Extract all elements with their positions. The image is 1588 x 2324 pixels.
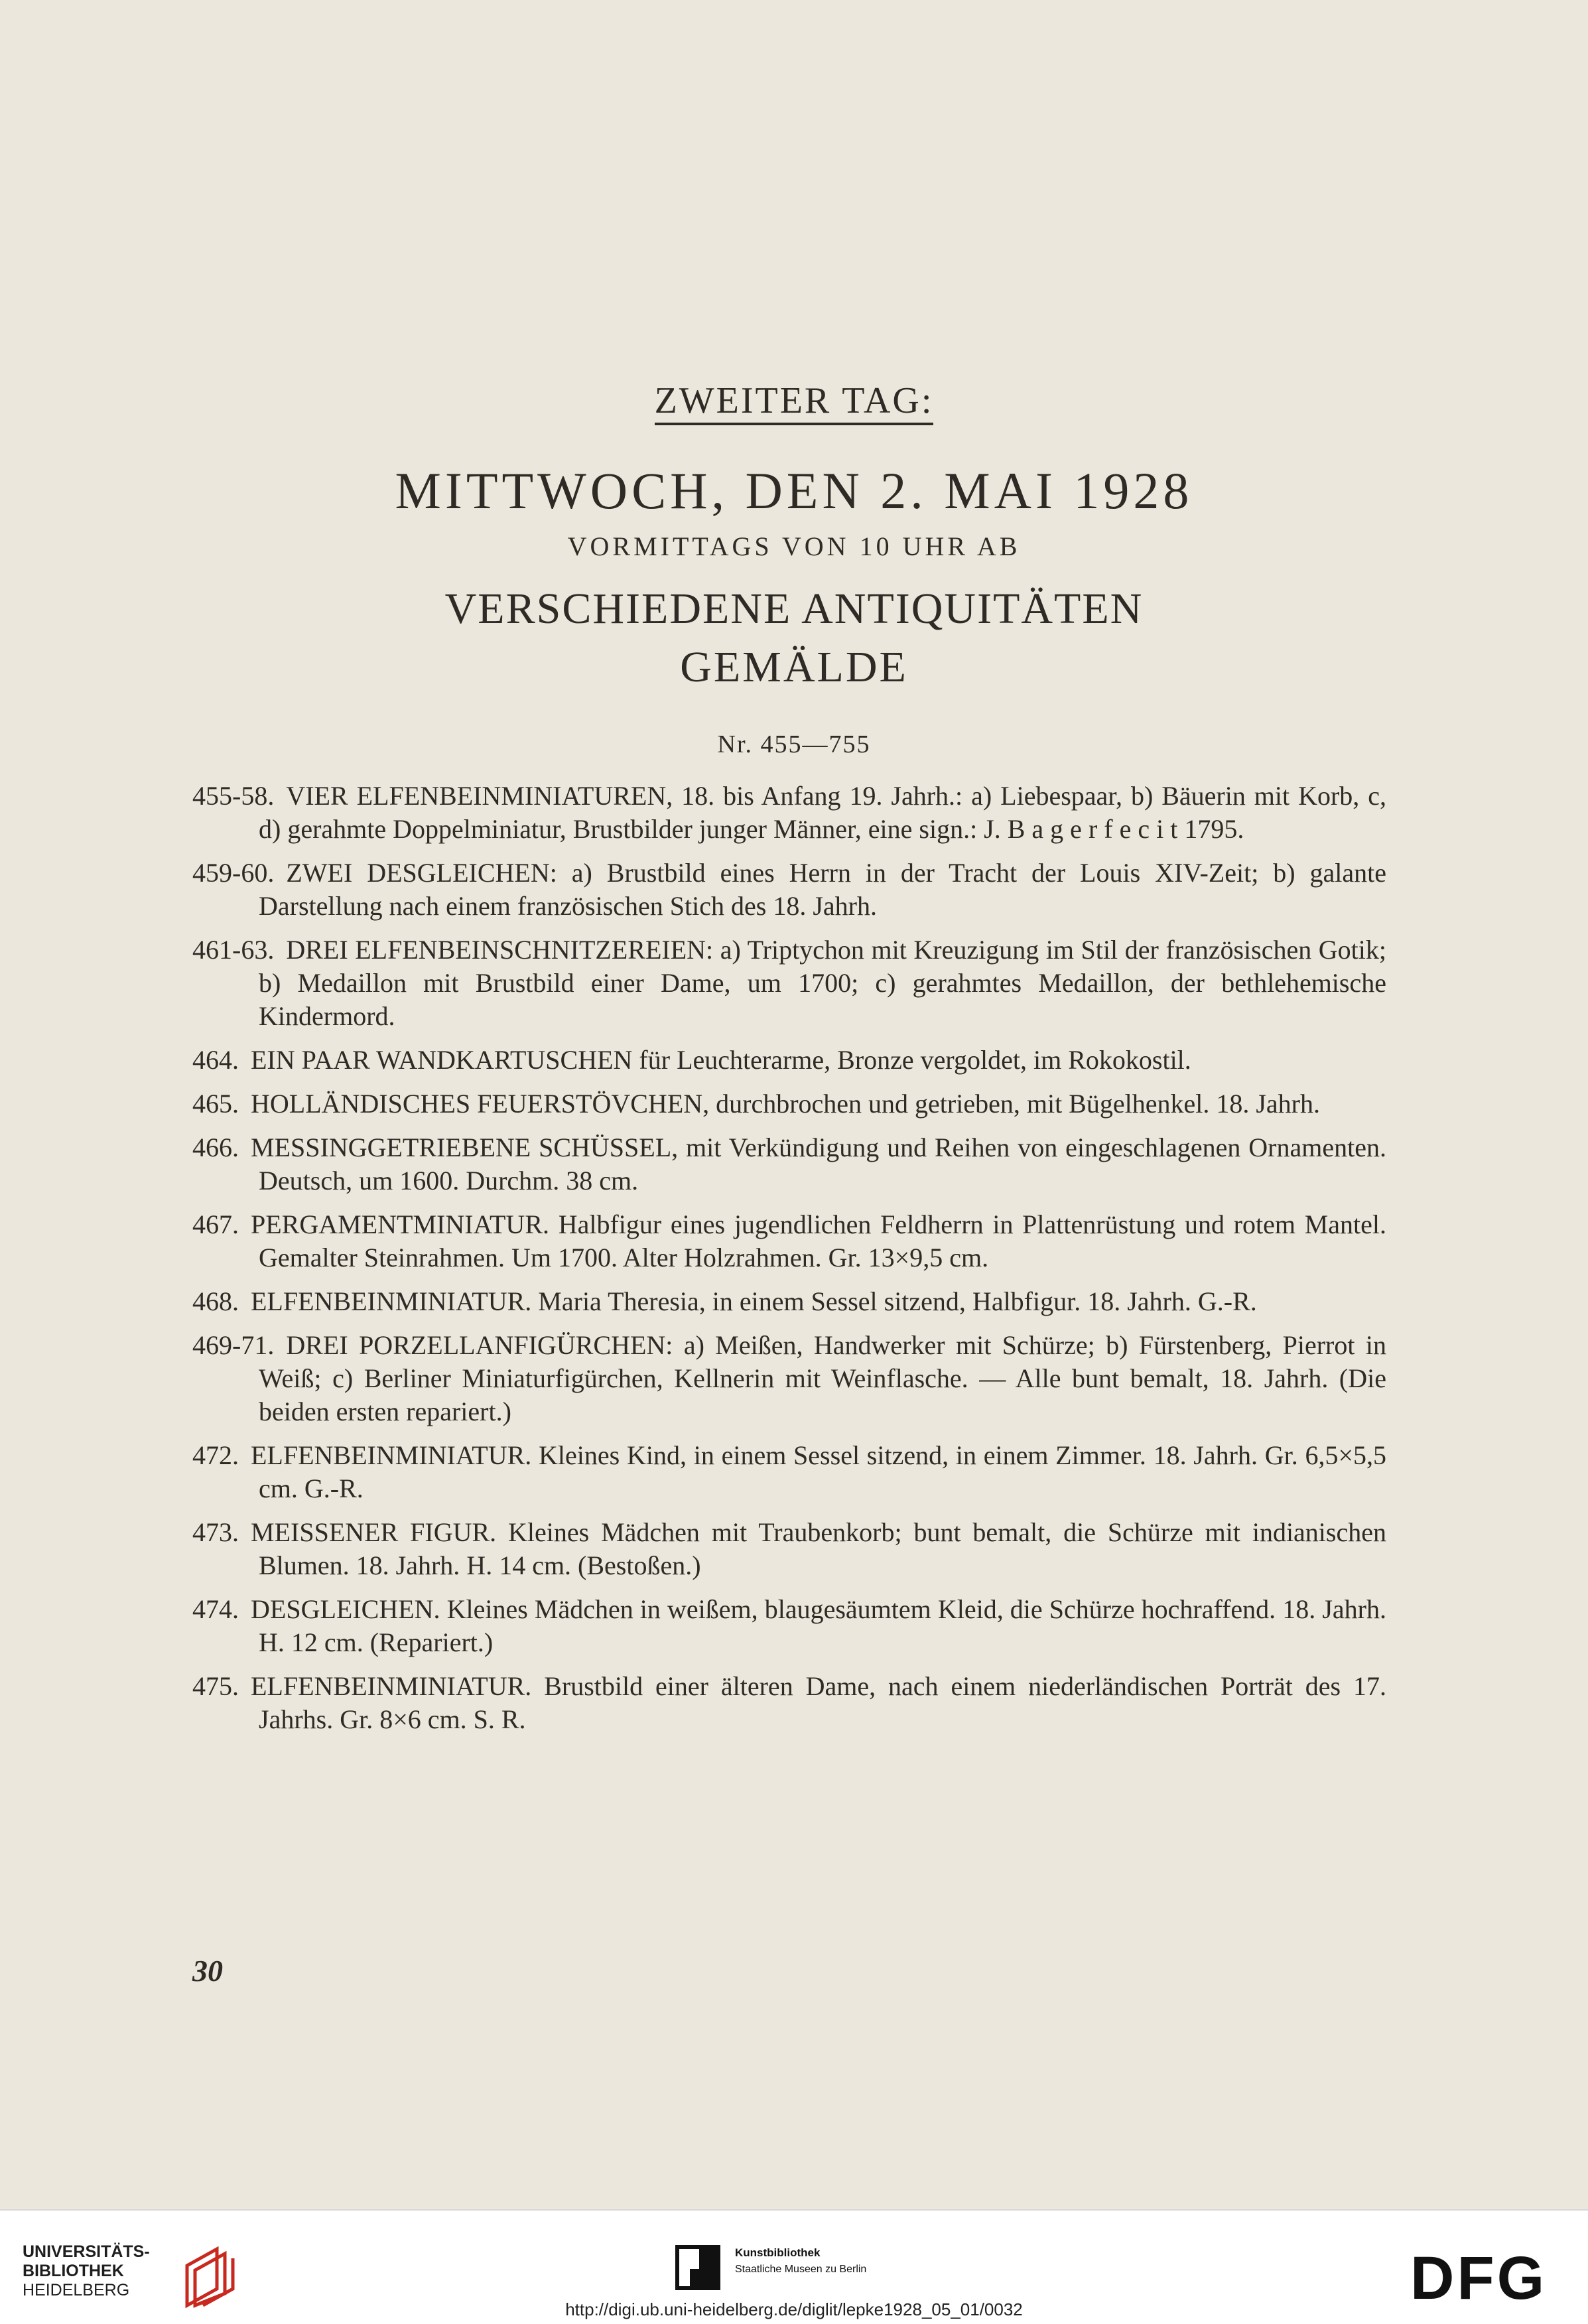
lot-description: EIN PAAR WANDKARTUSCHEN für Leuchterarme, Bronze vergoldet, im Rokokostil. <box>251 1045 1191 1075</box>
lot-number: 461-63. <box>192 935 275 965</box>
lot-entry <box>192 780 1386 846</box>
lot-entry <box>192 1285 1386 1318</box>
lot-number: 475. <box>192 1671 239 1701</box>
lot-number: 455-58. <box>192 781 275 811</box>
lot-entry <box>192 933 1386 1033</box>
lot-description: DREI PORZELLANFIGÜRCHEN: a) Meißen, Handwerker mit Schürze; b) Fürstenberg, Pierrot in Weiß; c) Berliner Miniaturfigürchen, Kellnerin mit Weinflasche. — Alle bunt bemalt, 18. Jahrh. (Die beiden ersten repariert.) <box>259 1330 1386 1426</box>
lot-entry <box>192 1044 1386 1077</box>
lot-number: 464. <box>192 1045 239 1075</box>
lot-description: VIER ELFENBEINMINIATUREN, 18. bis Anfang 19. Jahrh.: a) Liebespaar, b) Bäuerin mit Korb, c, d) gerahmte Doppelminiatur, Brustbilder junger Männer, eine sign.: J. B a g e r f e c i t 1795. <box>259 781 1386 844</box>
page-number: 30 <box>192 1954 223 1988</box>
lot-entry <box>192 856 1386 923</box>
lot-description: HOLLÄNDISCHES FEUERSTÖVCHEN, durchbrochen und getrieben, mit Bügelhenkel. 18. Jahrh. <box>251 1089 1320 1119</box>
date-heading: MITTWOCH, DEN 2. MAI 1928 <box>395 462 1193 519</box>
lot-number: 473. <box>192 1517 239 1547</box>
ub-logo-line-3: HEIDELBERG <box>23 2281 130 2299</box>
lot-description: PERGAMENTMINIATUR. Halbfigur eines jugendlichen Feldherrn in Plattenrüstung und rotem Mantel. Gemalter Steinrahmen. Um 1700. Alter Holzrahmen. Gr. 13×9,5 cm. <box>251 1209 1386 1272</box>
lot-number: 466. <box>192 1132 239 1162</box>
ub-logo-line-2: BIBLIOTHEK <box>23 2262 124 2280</box>
lot-description: DREI ELFENBEINSCHNITZEREIEN: a) Triptychon mit Kreuzigung im Stil der französischen Gotik; b) Medaillon mit Brustbild einer Dame, um 1700; c) gerahmtes Medaillon, der bethlehemische Kindermord. <box>259 935 1386 1031</box>
lot-entry <box>192 1208 1386 1274</box>
time-heading: VORMITTAGS VON 10 UHR AB <box>567 531 1021 561</box>
kunstbibliothek-subtitle: Staatliche Museen zu Berlin <box>735 2264 867 2275</box>
ub-book-icon <box>180 2242 247 2309</box>
kunstbibliothek-name: Kunstbibliothek <box>735 2246 821 2259</box>
lot-description: MESSINGGETRIEBENE SCHÜSSEL, mit Verkündigung und Reihen von eingeschlagenen Ornamenten. Deutsch, um 1600. Durchm. 38 cm. <box>251 1132 1386 1196</box>
dfg-logo[interactable]: DFG <box>1410 2244 1548 2312</box>
lot-number: 459-60. <box>192 858 275 888</box>
day-heading: ZWEITER TAG: <box>0 379 1588 422</box>
lot-number: 468. <box>192 1286 239 1316</box>
lot-description: ELFENBEINMINIATUR. Brustbild einer älteren Dame, nach einem niederländischen Porträt des 17. Jahrhs. Gr. 8×6 cm. S. R. <box>251 1671 1386 1734</box>
viewer-footer <box>0 2209 1588 2324</box>
category-heading-paintings: GEMÄLDE <box>680 643 908 691</box>
ub-heidelberg-logo[interactable] <box>23 2242 241 2309</box>
lot-description: ELFENBEINMINIATUR. Kleines Kind, in einem Sessel sitzend, in einem Zimmer. 18. Jahrh. Gr. 6,5×5,5 cm. G.-R. <box>251 1440 1386 1503</box>
lot-list <box>192 780 1386 1747</box>
lot-number: 467. <box>192 1209 239 1239</box>
lot-entry <box>192 1593 1386 1659</box>
lot-entry <box>192 1329 1386 1428</box>
ub-logo-line-1: UNIVERSITÄTS- <box>23 2242 150 2261</box>
lot-description: ZWEI DESGLEICHEN: a) Brustbild eines Herrn in der Tracht der Louis XIV-Zeit; b) galante Darstellung nach einem französischen Stich des 18. Jahrh. <box>259 858 1386 921</box>
permalink-url[interactable]: http://digi.ub.uni-heidelberg.de/diglit/lepke1928_05_01/0032 <box>565 2299 1023 2319</box>
lot-description: DESGLEICHEN. Kleines Mädchen in weißem, blaugesäumtem Kleid, die Schürze hochraffend. 18. Jahrh. H. 12 cm. (Repariert.) <box>251 1594 1386 1657</box>
lot-entry <box>192 1131 1386 1197</box>
lot-number: 474. <box>192 1594 239 1624</box>
category-heading-antiques: VERSCHIEDENE ANTIQUITÄTEN <box>444 584 1144 633</box>
lot-number: 465. <box>192 1089 239 1119</box>
lot-entry <box>192 1439 1386 1505</box>
lot-description: MEISSENER FIGUR. Kleines Mädchen mit Traubenkorb; bunt bemalt, die Schürze mit indianischen Blumen. 18. Jahrh. H. 14 cm. (Bestoßen.) <box>251 1517 1386 1580</box>
lot-entry <box>192 1516 1386 1582</box>
lot-entry <box>192 1670 1386 1736</box>
lot-number: 469-71. <box>192 1330 275 1360</box>
kunstbibliothek-mark-icon <box>675 2245 720 2290</box>
lot-range: Nr. 455—755 <box>717 730 871 758</box>
lot-entry <box>192 1087 1386 1121</box>
lot-number: 472. <box>192 1440 239 1470</box>
lot-description: ELFENBEINMINIATUR. Maria Theresia, in einem Sessel sitzend, Halbfigur. 18. Jahrh. G.-R. <box>251 1286 1257 1316</box>
